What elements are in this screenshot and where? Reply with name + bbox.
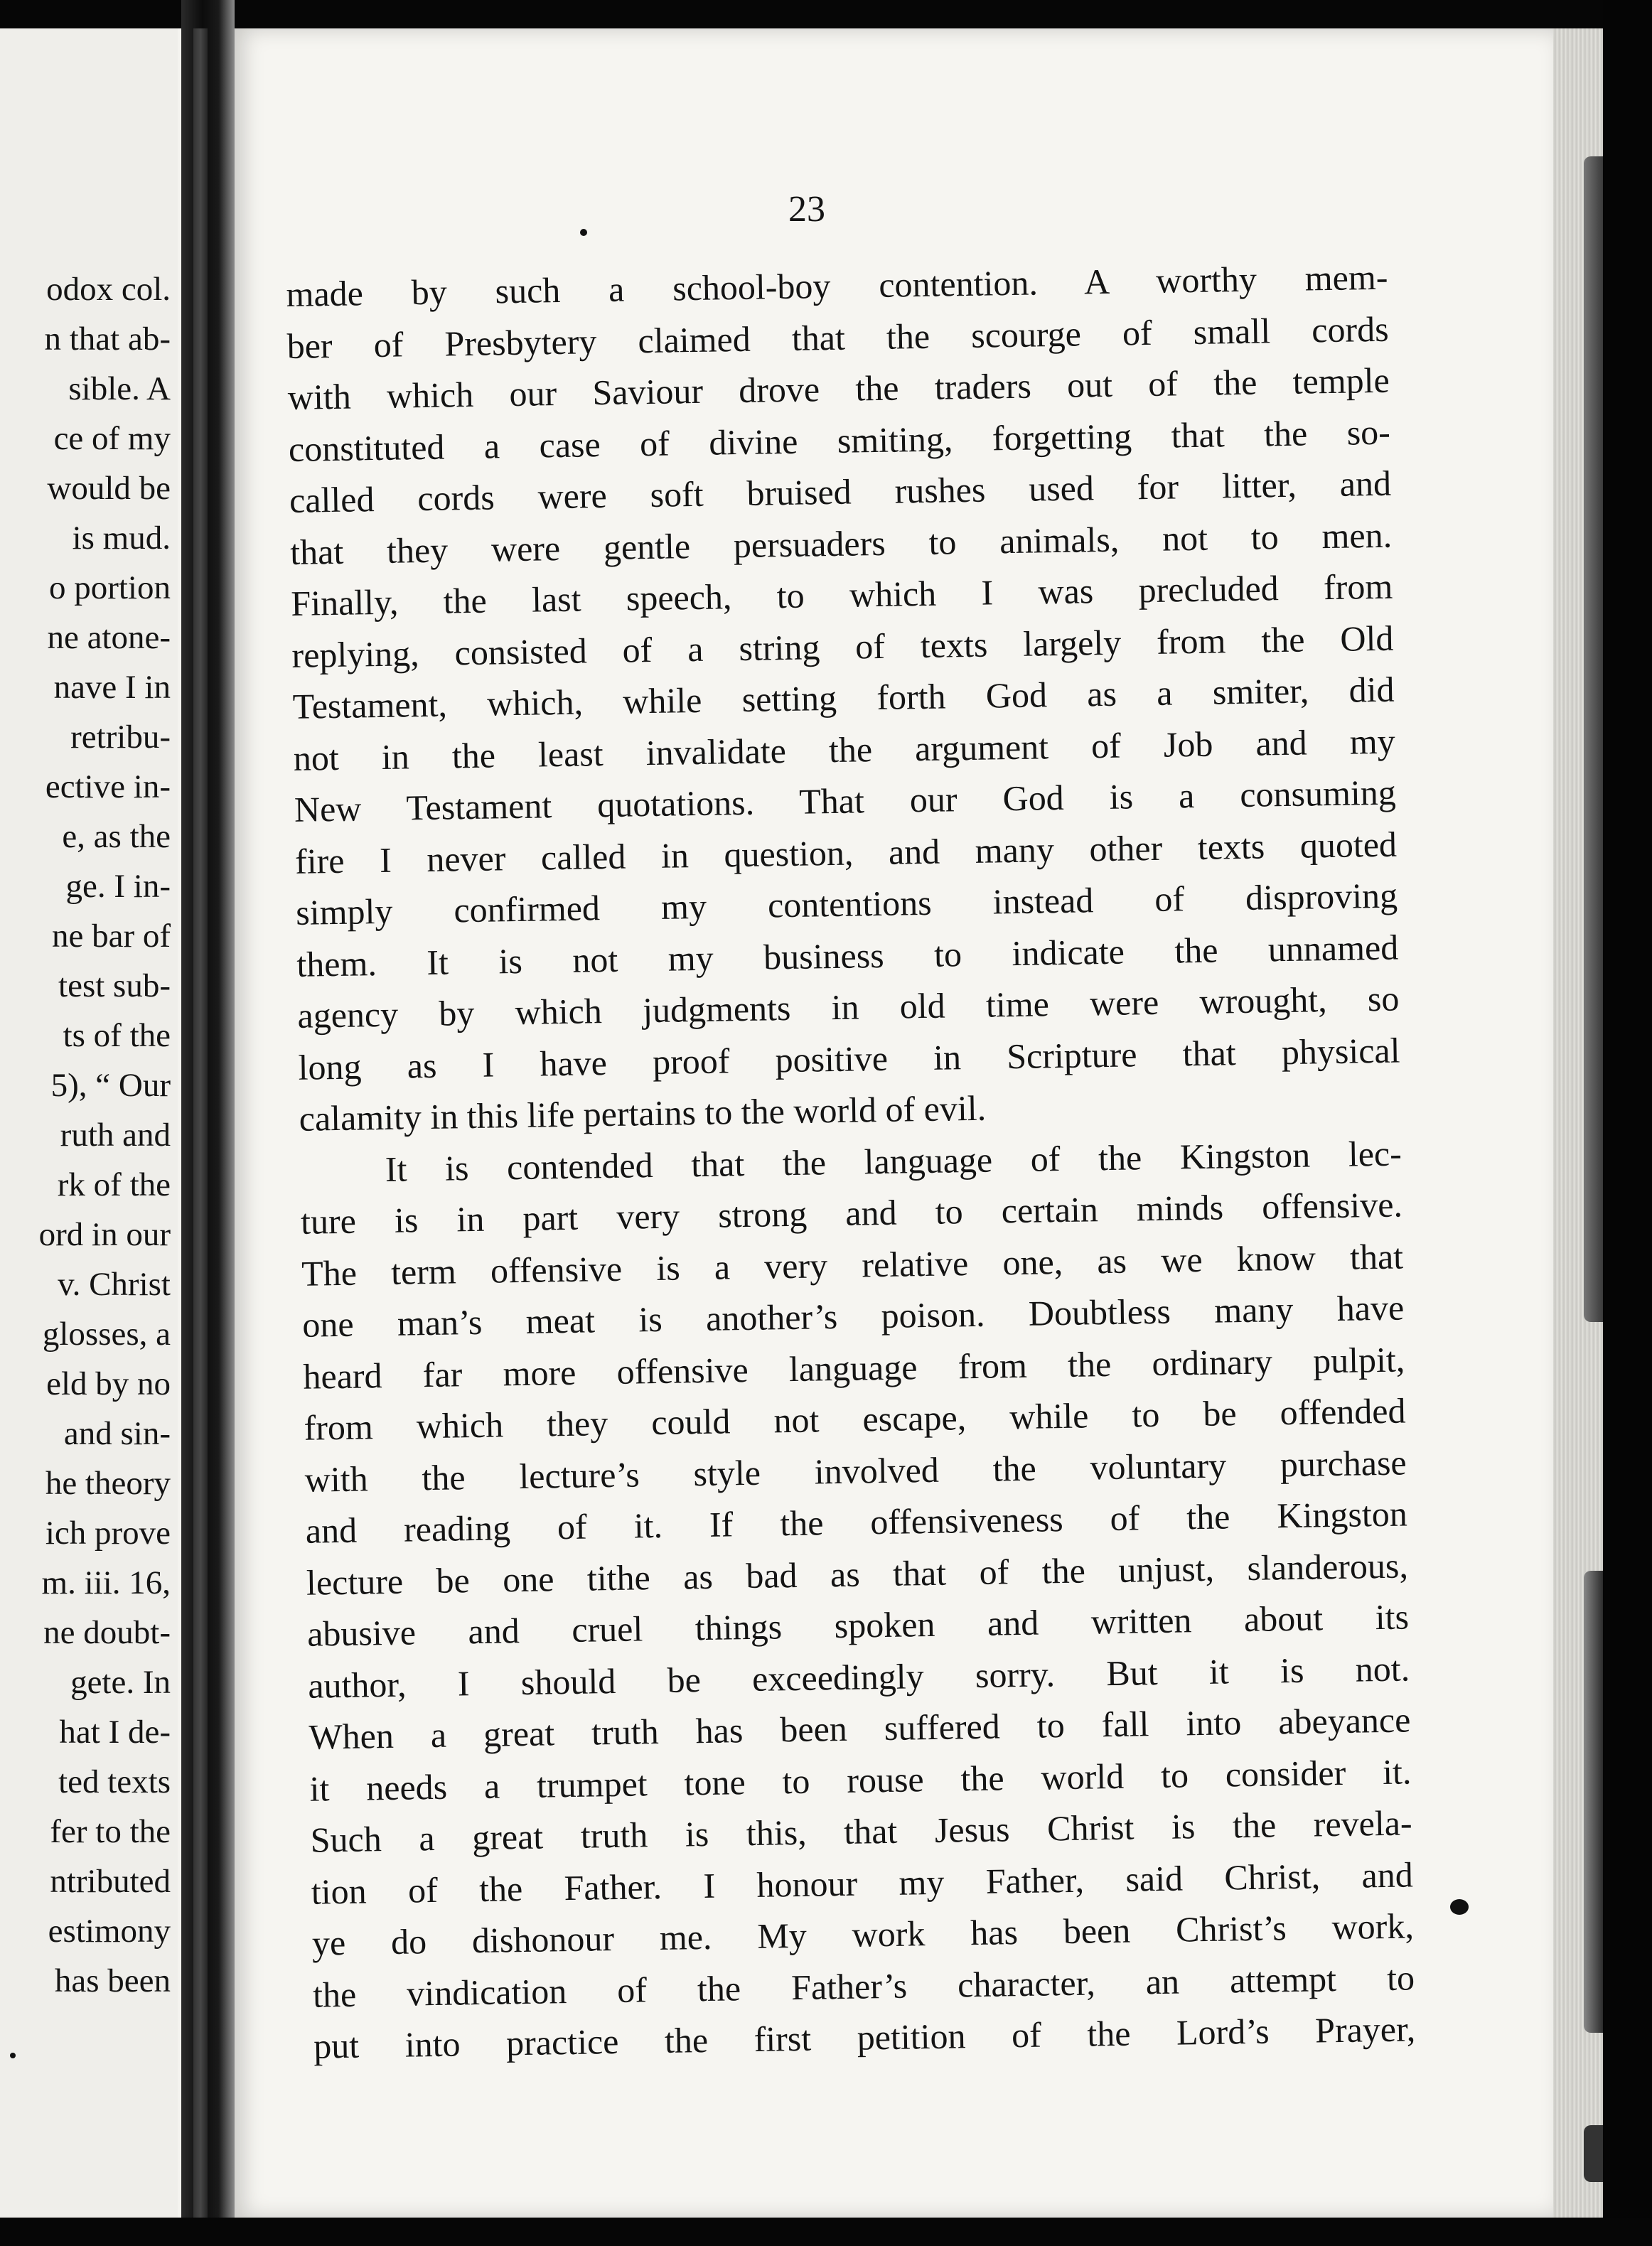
fragment-line: ge. I in- <box>65 868 171 905</box>
text-line: constituted a case of divine smiting, forgetting that the so- <box>288 412 1391 469</box>
text-line: with which our Saviour drove the traders out of the temple <box>287 360 1390 417</box>
text-line: them. It is not my business to indicate the unnamed <box>296 927 1399 984</box>
fragment-line: hat I de- <box>59 1714 171 1751</box>
text-line: that they were gentle persuaders to animals, not to men. <box>289 515 1393 572</box>
fragment-line: eld by no <box>46 1365 171 1402</box>
text-line: author, I should be exceedingly sorry. But it is not. <box>307 1648 1410 1706</box>
text-line: one man’s meat is another’s poison. Doubtless many have <box>301 1287 1405 1345</box>
text-line: calamity in this life pertains to the world of evil. <box>299 1087 987 1139</box>
text-line: abusive and cruel things spoken and written about its <box>306 1596 1410 1654</box>
text-line: tion of the Father. I honour my Father, said Christ, and <box>311 1854 1414 1912</box>
scan-top-border <box>0 0 1652 28</box>
text-line: ber of Presbytery claimed that the scourge of small cords <box>286 308 1389 366</box>
gutter-highlight <box>193 28 208 2218</box>
text-line: made by such a school-boy contention. A worthy mem- <box>286 257 1388 314</box>
text-line: from which they could not escape, while to be offended <box>304 1390 1406 1448</box>
text-line: Finally, the last speech, to which I was precluded from <box>290 566 1393 623</box>
edge-shadow-upper <box>1584 156 1605 1322</box>
fragment-line: ntributed <box>50 1863 171 1900</box>
fragment-line: ce of my <box>53 420 171 457</box>
page-body-text <box>286 252 1416 2073</box>
fragment-line: ne atone- <box>47 619 171 656</box>
book-gutter <box>181 0 235 2246</box>
fragment-line: 5), “ Our <box>50 1067 171 1104</box>
page-number: 23 <box>788 189 825 230</box>
edge-shadow-bottom <box>1584 2125 1605 2182</box>
fragment-line: ruth and <box>60 1117 171 1154</box>
fragment-line: fer to the <box>50 1813 171 1850</box>
fragment-line: ted texts <box>58 1763 171 1800</box>
text-line: with the lecture’s style involved the voluntary purchase <box>304 1441 1407 1500</box>
fragment-line: glosses, a <box>42 1316 171 1353</box>
fragment-line: is mud. <box>72 520 171 557</box>
text-line: heard far more offensive language from the ordinary pulpit, <box>303 1338 1405 1397</box>
fragment-line: rk of the <box>57 1166 171 1203</box>
fragment-line: and sin- <box>63 1415 171 1452</box>
previous-page-fragment <box>0 28 178 2218</box>
text-line: When a great truth has been suffered to fall into abeyance <box>309 1699 1411 1757</box>
text-line: simply confirmed my contentions instead of disproving <box>295 875 1398 933</box>
fragment-line: retribu- <box>70 719 171 756</box>
text-line: fire I never called in question, and many other texts quoted <box>294 824 1398 881</box>
fragment-line: would be <box>47 470 171 507</box>
text-line: ture is in part very strong and to certain minds offensive. <box>300 1184 1403 1242</box>
text-line: Testament, which, while setting forth God as a smiter, did <box>292 669 1395 726</box>
text-line: New Testament quotations. That our God is a consuming <box>294 772 1397 829</box>
text-line: replying, consisted of a string of texts largely from the Old <box>291 618 1394 675</box>
fragment-line: ne doubt- <box>43 1614 171 1651</box>
text-line: ye do dishonour me. My work has been Christ’s work, <box>311 1906 1415 1963</box>
fragment-line: nave I in <box>53 669 171 706</box>
fragment-line: ich prove <box>45 1515 171 1552</box>
fragment-line: e, as the <box>62 818 171 855</box>
text-line: Such a great truth is this, that Jesus Christ is the revela- <box>310 1802 1412 1860</box>
edge-shadow-lower <box>1584 1571 1605 2033</box>
scan-right-border <box>1603 0 1652 2246</box>
fragment-line: has been <box>54 1962 171 1999</box>
fragment-line: he theory <box>45 1465 171 1502</box>
fragment-line: estimony <box>48 1913 171 1950</box>
ink-speck <box>10 2053 16 2058</box>
fragment-line: ne bar of <box>51 918 171 955</box>
fragment-line: odox col. <box>46 271 171 308</box>
fragment-line: ective in- <box>45 768 171 805</box>
fragment-line: n that ab- <box>44 321 171 358</box>
fragment-line: o portion <box>48 569 171 606</box>
fragment-line: ord in our <box>38 1216 171 1253</box>
ink-speck <box>580 229 587 236</box>
text-line: lecture be one tithe as bad as that of the unjust, slanderous, <box>306 1544 1409 1603</box>
text-line: put into practice the first petition of the Lord’s Prayer, <box>313 2009 1416 2066</box>
ink-speck <box>1450 1899 1469 1915</box>
previous-page-text <box>0 264 171 2006</box>
text-line: it needs a trumpet tone to rouse the world to consider it. <box>309 1751 1412 1809</box>
text-line: It is contended that the language of the Kingston lec- <box>385 1133 1402 1189</box>
fragment-line: test sub- <box>58 967 171 1004</box>
text-line: the vindication of the Father’s character, an attempt to <box>312 1957 1415 2015</box>
scan-bottom-border <box>0 2218 1652 2246</box>
text-line: The term offensive is a very relative one, as we know that <box>301 1235 1404 1294</box>
fragment-line: sible. A <box>68 370 171 407</box>
fragment-line: v. Christ <box>58 1266 171 1303</box>
text-line: called cords were soft bruised rushes used for litter, and <box>289 463 1392 520</box>
fragment-line: gete. In <box>70 1664 171 1701</box>
fragment-line: ts of the <box>63 1017 171 1054</box>
text-line: long as I have proof positive in Scripture that physical <box>298 1030 1400 1087</box>
text-line: agency by which judgments in old time were wrought, so <box>297 978 1400 1036</box>
fragment-line: m. iii. 16, <box>41 1564 171 1601</box>
text-line: and reading of it. If the offensiveness of the Kingston <box>305 1493 1408 1551</box>
text-line: not in the least invalidate the argument of Job and my <box>293 721 1396 778</box>
